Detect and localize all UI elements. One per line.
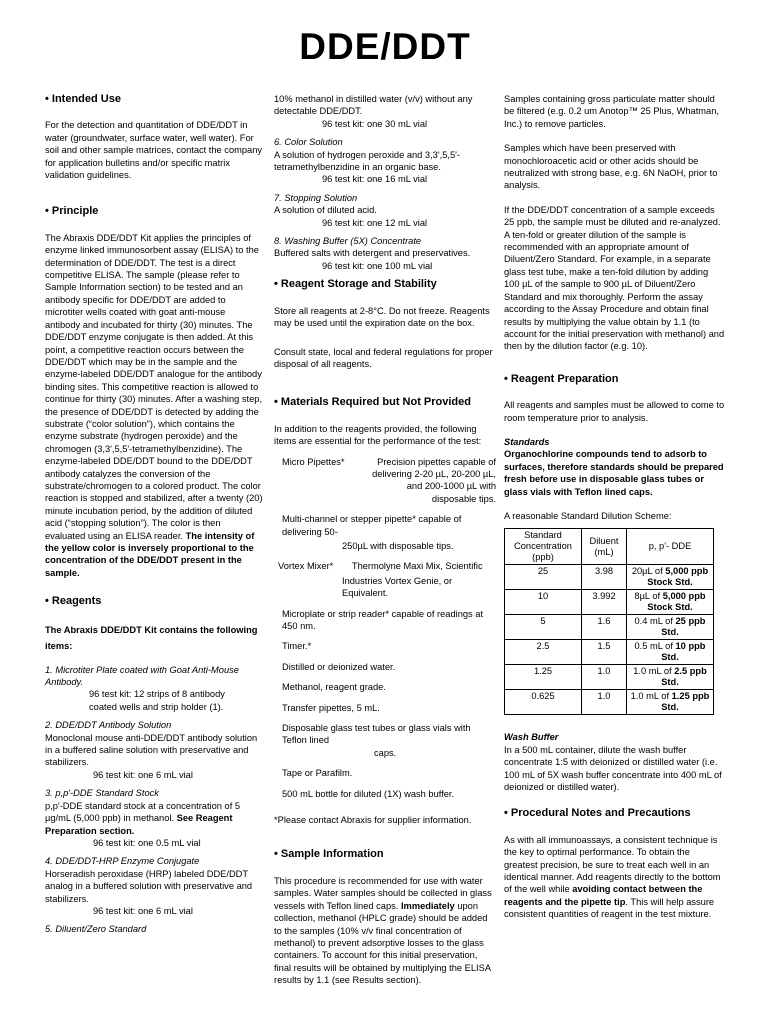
reagent-3-kit: 96 test kit: one 0.5 mL vial	[93, 837, 201, 848]
material-micro-label: Micro Pipettes*	[282, 456, 345, 467]
materials-list	[274, 423, 496, 827]
principle-body: The Abraxis DDE/DDT Kit applies the principles of enzyme linked immunosorbent assay (ELISA) to the determination of DDE/DDT. The test is a direct competitive ELISA. The sample (please refer to Sample Information section) to be tested and an antibody specific for DDE/DDT are added to microtiter wells coated with goat anti-mouse antibody and incubated for thirty (30) minutes. The DDE/DDT enzyme conjugate is then added. At this point, a competitive reaction occurs between the DDE/DDT which may be in the sample and the enzyme-labeled DDE/DDT analogue for the antibody binding sites. This competitive reaction is allowed to continue for thirty (30) minutes. After a washing step, the presence of DDE/DDT is detected by adding the substrate (“color solution”), which contains the enzyme substrate (hydrogen peroxide) and the chromogen (3,3',5,5'-tetramethylbenzidine). The enzyme-labeled DDE/DDT bound to the DDE/DDT antibody catalyzes the conversion of the substrate/chromogen to a colored product. The color reaction is stopped and stabilized, after a twenty (20) minute incubation period, by the addition of diluted acid (“stopping solution”). The color is then evaluated using an ELISA reader.	[45, 232, 263, 541]
table-cell-diluent: 3.992	[582, 590, 627, 615]
material-tape: Tape or Parafilm.	[282, 768, 353, 779]
standards-bold: Organochlorine compounds tend to adsorb to surfaces, therefore standards should be prepared fresh before use in disposable glass tubes or glass vials with Teflon lined caps.	[504, 449, 724, 497]
table-cell-bold: 2.5 ppb Std.	[661, 666, 707, 688]
materials-note: *Please contact Abraxis for supplier information.	[274, 815, 472, 826]
standards-label: Standards	[504, 436, 550, 447]
sample-text-b: upon collection, methanol (HPLC grade) should be added to the samples (10% v/v final concentration of methanol) to prevent adsorptive losses to the glass containers. To account for this initial preservation, final results will be obtained by multiplying the ELISA results by 1.1 (see Results section).	[274, 900, 491, 986]
table-header-dde: p, p'- DDE	[627, 529, 714, 565]
table-cell-dde	[627, 665, 714, 690]
table-cell-pre: 20µL of	[631, 566, 663, 577]
dilution-table	[504, 528, 714, 715]
reagent-3-title: 3. p,p'-DDE Standard Stock	[45, 788, 159, 799]
material-micro-pipettes	[274, 456, 496, 506]
procedural-text-b: . This will help assure consistent quantities of reagent in the test mixture.	[504, 896, 715, 920]
table-row	[505, 640, 714, 665]
reagent-4-title: 4. DDE/DDT-HRP Enzyme Conjugate	[45, 856, 200, 867]
sample-text-a: This procedure is recommended for use with water samples. Water samples should be collected in glass vessels with Teflon lined caps.	[274, 875, 492, 911]
material-water: Distilled or deionized water.	[282, 661, 396, 672]
table-cell-dde	[627, 640, 714, 665]
reagent-8-title: 8. Washing Buffer (5X) Concentrate	[274, 236, 422, 247]
sample-p2: Samples containing gross particulate matter should be filtered (e.g. 0.2 um Anotop™ 25 Plus, Whatman, Inc.) to remove particles.	[504, 94, 719, 129]
material-methanol: Methanol, reagent grade.	[282, 682, 386, 693]
wash-buffer-text: In a 500 mL container, dilute the wash buffer concentrate 1:5 with deionized or distilled water (i.e. 100 mL of 5X wash buffer concentrate into 400 mL of deionized or distilled water).	[504, 744, 722, 792]
dilution-scheme-label: A reasonable Standard Dilution Scheme:	[504, 510, 672, 521]
table-cell-pre: 1.0 mL of	[633, 666, 672, 677]
reagent-2-text: Monoclonal mouse anti-DDE/DDT antibody solution in a buffered saline solution with preservative and stabilizers.	[45, 732, 258, 768]
table-cell-dde	[627, 565, 714, 590]
reagent-4-kit: 96 test kit: one 6 mL vial	[93, 905, 193, 916]
reagent-7-title: 7. Stopping Solution	[274, 192, 358, 203]
table-row	[505, 690, 714, 715]
principle-heading: • Principle	[45, 205, 99, 218]
table-cell-conc: 0.625	[505, 690, 582, 715]
intended-use-text: For the detection and quantitation of DDE/DDT in water (groundwater, surface water, well water). For soil and other sample matrices, contact the company for application bulletins and/or specific matrix validation guidelines.	[45, 120, 263, 181]
materials-heading: • Materials Required but Not Provided	[274, 396, 471, 409]
table-cell-bold: 5,000 ppb Stock Std.	[647, 591, 706, 613]
table-cell-conc: 10	[505, 590, 582, 615]
material-reader: Microplate or strip reader* capable of readings at 450 nm.	[282, 608, 484, 631]
column-3	[504, 93, 726, 929]
reagent-5-text: 10% methanol in distilled water (v/v) without any detectable DDE/DDT.	[274, 94, 473, 117]
table-cell-diluent: 1.0	[582, 665, 627, 690]
table-cell-conc: 2.5	[505, 640, 582, 665]
material-multichannel	[274, 513, 496, 538]
column-2	[274, 93, 496, 995]
reagent-3-body: p,p'-DDE standard stock at a concentration of 5 µg/mL (5,000 ppb) in methanol.	[45, 800, 241, 824]
table-cell-pre: 0.5 mL of	[634, 641, 673, 652]
sample-text	[274, 875, 496, 987]
table-cell-bold: 1.25 ppb Std.	[661, 691, 710, 713]
reagent-1-title: 1. Microtiter Plate coated with Goat Anti-Mouse Antibody.	[45, 664, 239, 688]
material-multichannel-b: 250µL with disposable tips.	[342, 540, 454, 551]
material-timer: Timer.*	[282, 641, 312, 652]
reagent-6-title: 6. Color Solution	[274, 137, 343, 148]
reagent-1-kit: 96 test kit: 12 strips of 8 antibody coated wells and strip holder (1).	[89, 689, 225, 712]
table-row	[505, 565, 714, 590]
table-cell-diluent: 1.0	[582, 690, 627, 715]
material-vortex	[274, 560, 496, 572]
prep-text: All reagents and samples must be allowed to come to room temperature prior to analysis.	[504, 400, 725, 423]
table-cell-diluent: 1.6	[582, 615, 627, 640]
material-vortex-c: Industries Vortex Genie, or Equivalent.	[342, 575, 453, 599]
column-1	[45, 93, 263, 936]
reagent-2-kit: 96 test kit: one 6 mL vial	[93, 769, 193, 780]
wash-buffer-label: Wash Buffer	[504, 732, 559, 743]
reagent-7-text: A solution of diluted acid.	[274, 205, 377, 216]
material-bottle: 500 mL bottle for diluted (1X) wash buffer.	[282, 788, 455, 799]
table-row	[505, 665, 714, 690]
material-tubes-a: Disposable glass test tubes or glass vials with Teflon lined	[282, 723, 471, 746]
material-transfer: Transfer pipettes, 5 mL.	[282, 702, 380, 713]
table-cell-diluent: 1.5	[582, 640, 627, 665]
table-cell-dde	[627, 690, 714, 715]
table-header-concentration: Standard Concentration (ppb)	[505, 529, 582, 565]
material-micro-desc: Precision pipettes capable of delivering 2-20 µL, 20-200 µL, and 200-1000 µL with disposable tips.	[372, 456, 496, 504]
principle-bold: The intensity of the yellow color is inversely proportional to the concentration of the DDE/DDT present in the sample.	[45, 530, 255, 578]
storage-text-1: Store all reagents at 2-8°C. Do not freeze. Reagents may be used until the expiration date on the box.	[274, 305, 490, 329]
reagents-intro: The Abraxis DDE/DDT Kit contains the following items:	[45, 624, 258, 651]
material-tubes-b: caps.	[374, 747, 397, 758]
table-cell-dde	[627, 590, 714, 615]
reagent-5-title: 5. Diluent/Zero Standard	[45, 924, 147, 935]
table-cell-bold: 25 ppb Std.	[661, 616, 706, 638]
page-title: DDE/DDT	[299, 26, 471, 67]
reagents-heading: • Reagents	[45, 595, 102, 608]
procedural-text-a: As with all immunoassays, a consistent technique is the key to optimal performance. To obtain the greatest precision, be sure to treat each well in an identical manner. Add reagents directly to the bottom of the well while	[504, 834, 721, 895]
table-cell-conc: 1.25	[505, 665, 582, 690]
storage-text-2: Consult state, local and federal regulations for proper disposal of all reagents.	[274, 346, 493, 369]
sample-p4: If the DDE/DDT concentration of a sample exceeds 25 ppb, the sample must be diluted and re-analyzed. A ten-fold or greater dilution of the sample is recommended with an appropriate amount of Diluent/Zero Standard. For example, in a separate glass test tube, make a ten-fold dilution by adding 100 µL of the sample to 900 µL of Diluent/Zero Standard and mix thoroughly. Perform the assay according to the Assay Procedure and obtain final results by multiplying the value obtain by 1.1 (to account for the initial preservation with methanol) and then by the dilution factor (e.g. 10).	[504, 204, 725, 352]
table-cell-bold: 5,000 ppb Stock Std.	[647, 566, 709, 588]
table-cell-pre: 1.0 mL of	[630, 691, 670, 702]
reagent-5-kit: 96 test kit: one 30 mL vial	[322, 118, 428, 129]
table-cell-bold: 10 ppb Std.	[661, 641, 706, 663]
material-vortex-label: Vortex Mixer*	[278, 561, 334, 572]
material-vortex-desc: Thermolyne Maxi Mix, Scientific	[351, 561, 483, 572]
table-cell-pre: 8µL of	[634, 591, 661, 602]
table-cell-diluent: 3.98	[582, 565, 627, 590]
material-multichannel-a: Multi-channel or stepper pipette* capable of delivering 50-	[282, 514, 462, 537]
procedural-heading: • Procedural Notes and Precautions	[504, 807, 691, 820]
reagent-7-kit: 96 test kit: one 12 mL vial	[322, 217, 428, 228]
table-cell-conc: 25	[505, 565, 582, 590]
prep-heading: • Reagent Preparation	[504, 372, 619, 385]
materials-intro: In addition to the reagents provided, the following items are essential for the performance of the test:	[274, 423, 482, 447]
table-header-row	[505, 529, 714, 565]
table-cell-conc: 5	[505, 615, 582, 640]
reagent-8-text: Buffered salts with detergent and preservatives.	[274, 248, 471, 259]
reagent-3-bold: See Reagent Preparation section.	[45, 813, 233, 836]
procedural-text	[504, 834, 726, 921]
table-header-diluent: Diluent (mL)	[582, 529, 627, 565]
reagent-8-kit: 96 test kit: one 100 mL vial	[322, 260, 433, 271]
reagent-6-kit: 96 test kit: one 16 mL vial	[322, 174, 428, 185]
table-cell-dde	[627, 615, 714, 640]
reagent-2-title: 2. DDE/DDT Antibody Solution	[45, 720, 172, 731]
storage-heading: • Reagent Storage and Stability	[274, 278, 437, 291]
table-row	[505, 590, 714, 615]
table-cell-pre: 0.4 mL of	[634, 616, 673, 627]
reagent-6-text: A solution of hydrogen peroxide and 3,3',5,5'-tetramethylbenzidine in an organic base.	[274, 149, 461, 173]
procedural-bold: avoiding contact between the reagents and the pipette tip	[504, 884, 703, 907]
intended-use-heading: • Intended Use	[45, 93, 121, 105]
sample-bold: Immediately	[400, 900, 455, 911]
reagent-3-text	[45, 800, 263, 837]
table-row	[505, 615, 714, 640]
principle-text	[45, 232, 263, 579]
reagent-4-text: Horseradish peroxidase (HRP) labeled DDE/DDT analog in a buffered solution with preservative and stabilizers.	[45, 868, 253, 904]
sample-p3: Samples which have been preserved with monochloroacetic acid or other acids should be neutralized with strong base, e.g. 6N NaOH, prior to analysis.	[504, 143, 718, 191]
sample-heading: • Sample Information	[274, 848, 384, 861]
